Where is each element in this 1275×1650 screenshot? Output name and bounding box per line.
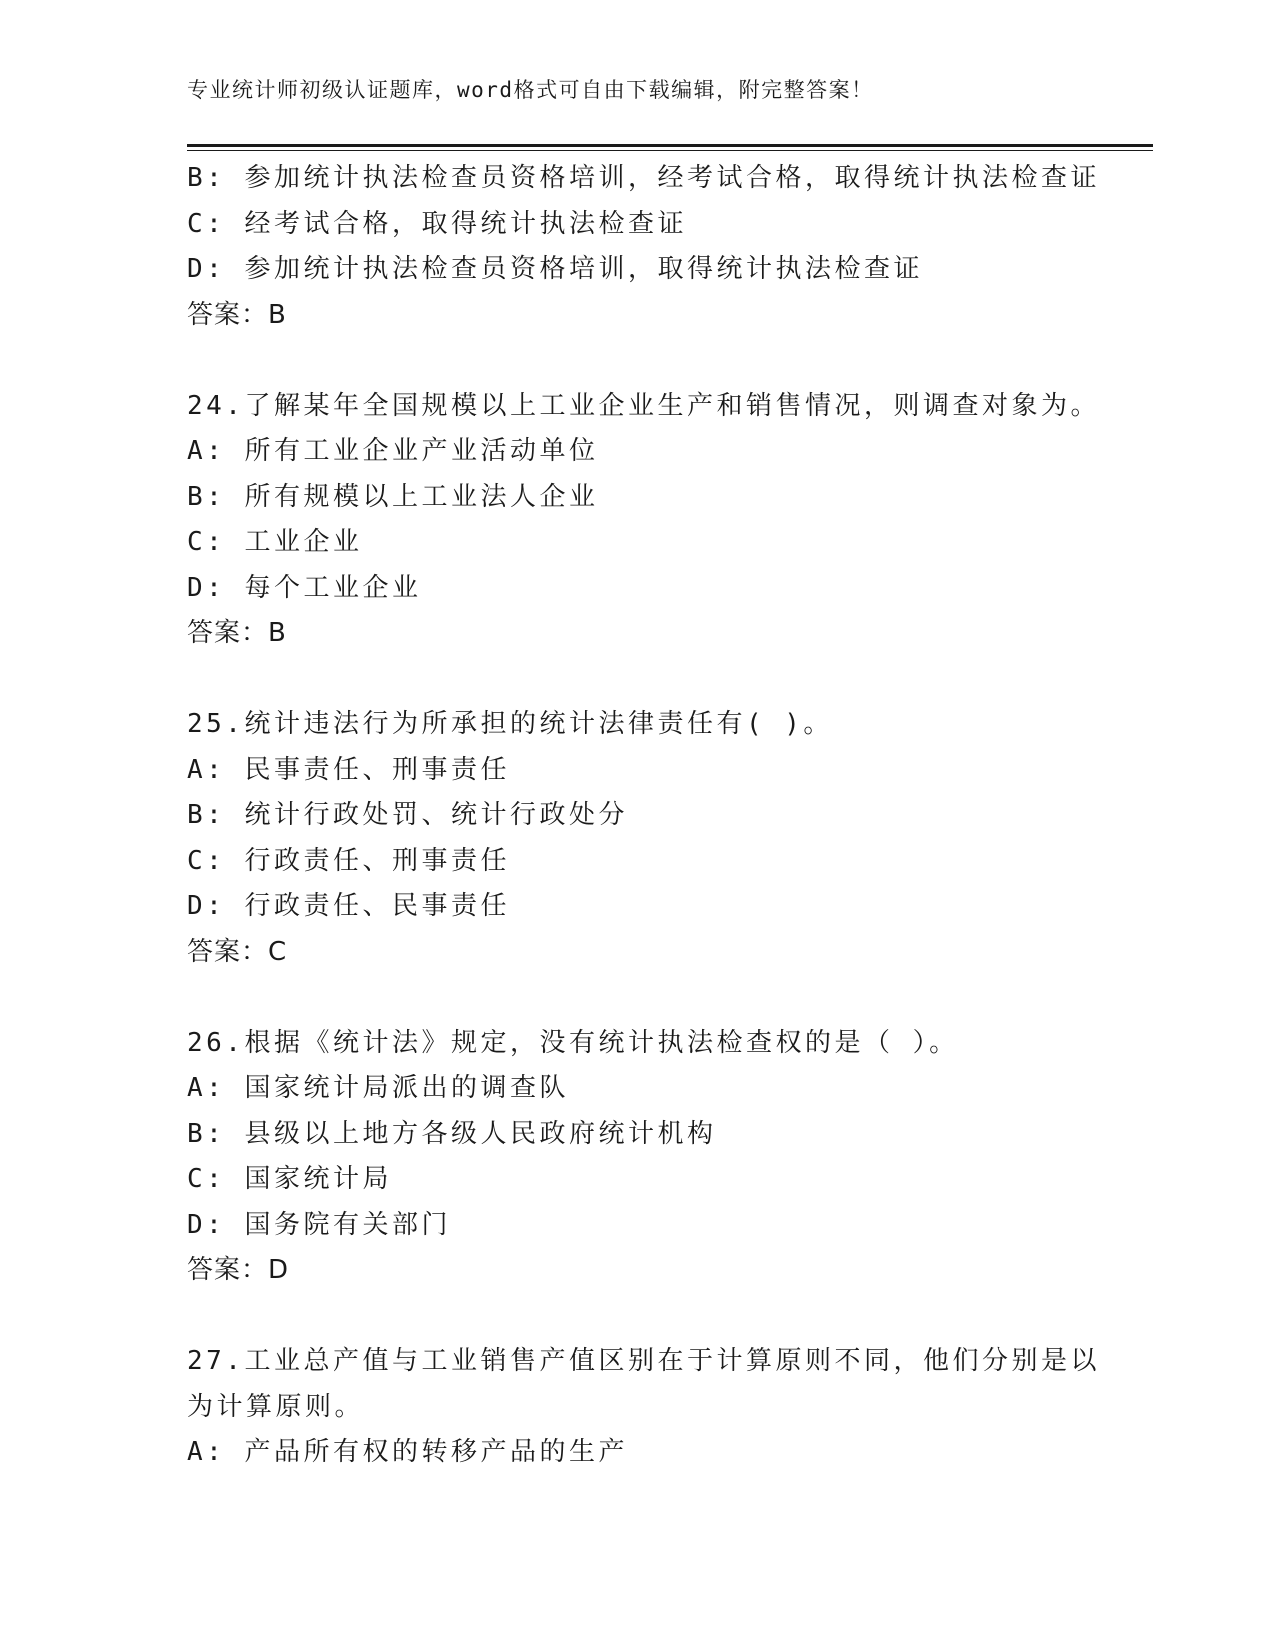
option-a: A: 产品所有权的转移产品的生产 — [187, 1437, 628, 1467]
option-c: C: 行政责任、刑事责任 — [187, 845, 510, 876]
option-d: D: 行政责任、民事责任 — [187, 891, 510, 921]
option-a: A: 民事责任、刑事责任 — [187, 754, 510, 785]
option-d: D: 国务院有关部门 — [187, 1209, 451, 1240]
header-rule-thick — [187, 144, 1153, 147]
answer-line: 答案：B — [187, 618, 287, 648]
question-text: 26.根据《统计法》规定，没有统计执法检查权的是（ ）。 — [187, 1027, 959, 1058]
answer-line: 答案：C — [187, 936, 288, 967]
option-c: C: 国家统计局 — [187, 1164, 392, 1194]
question-block — [187, 156, 1100, 338]
question-block — [187, 1021, 1087, 1294]
answer-line: 答案：B — [187, 299, 287, 330]
question-text: 24.了解某年全国规模以上工业企业生产和销售情况，则调查对象为。 — [187, 390, 1100, 421]
option-c: C: 工业企业 — [187, 527, 363, 557]
question-list — [187, 156, 1100, 1476]
question-block — [187, 1339, 1100, 1476]
question-block — [187, 384, 1100, 657]
question-text-continued: 为计算原则。 — [187, 1391, 365, 1422]
header-rule-thin — [187, 150, 1153, 151]
option-b: B: 参加统计执法检查员资格培训，经考试合格，取得统计执法检查证 — [187, 163, 1100, 193]
option-b: B: 县级以上地方各级人民政府统计机构 — [187, 1118, 717, 1149]
answer-line: 答案：D — [187, 1255, 290, 1285]
option-c: C: 经考试合格，取得统计执法检查证 — [187, 208, 687, 239]
page-header: 专业统计师初级认证题库，word格式可自由下载编辑，附完整答案！ — [187, 78, 874, 102]
option-b: B: 所有规模以上工业法人企业 — [187, 481, 599, 512]
option-a: A: 国家统计局派出的调查队 — [187, 1073, 569, 1103]
question-text: 25.统计违法行为所承担的统计法律责任有( )。 — [187, 709, 833, 739]
question-text: 27.工业总产值与工业销售产值区别在于计算原则不同，他们分别是以 — [187, 1346, 1100, 1376]
option-a: A: 所有工业企业产业活动单位 — [187, 436, 599, 466]
question-block — [187, 702, 1087, 975]
option-d: D: 每个工业企业 — [187, 572, 422, 603]
option-d: D: 参加统计执法检查员资格培训，取得统计执法检查证 — [187, 254, 923, 284]
option-b: B: 统计行政处罚、统计行政处分 — [187, 800, 628, 830]
